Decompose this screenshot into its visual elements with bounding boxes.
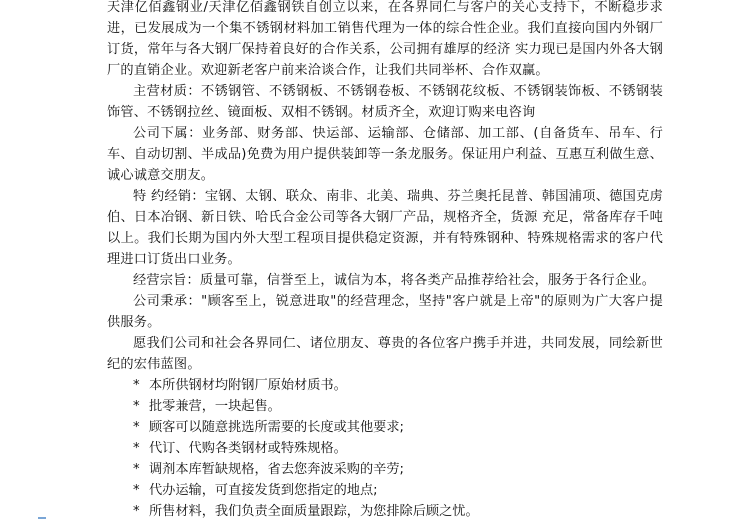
paragraph-wish: 愿我们公司和社会各界同仁、诸位朋友、尊贵的各位客户携手并进，共同发展，同绘新世纪的宏伟蓝图。 <box>107 336 663 372</box>
list-item <box>107 459 663 480</box>
list-item <box>107 480 663 501</box>
paragraph-company-principle: 公司秉承："顾客至上，锐意进取"的经营理念，坚持"客户就是上帝"的原则为广大客户提供服务。 <box>107 294 663 330</box>
list-item-text: 代订、代购各类钢材或特殊规格。 <box>149 441 347 456</box>
list-item <box>107 396 663 417</box>
paragraph-main-materials: 主营材质：不锈钢管、不锈钢板、不锈钢卷板、不锈钢花纹板、不锈钢装饰板、不锈钢装饰管、不锈钢拉丝、镜面板、双相不锈钢。材质齐全，欢迎订购来电咨询 <box>107 84 663 120</box>
list-item-text: 调剂本库暂缺规格，省去您奔波采购的辛劳; <box>149 462 405 477</box>
paragraph-departments: 公司下属：业务部、财务部、快运部、运输部、仓储部、加工部、(自备货车、吊车、行车、自动切割、半成品)免费为用户提供装卸等一条龙服务。保证用户利益、互惠互利做生意、诚心诚意交朋友。 <box>107 126 663 183</box>
list-item-text: 所售材料，我们负责全面质量跟踪，为您排除后顾之忧。 <box>149 504 479 519</box>
bullet-mark: * <box>133 483 140 498</box>
paragraph-business-purpose: 经营宗旨：质量可靠，信誉至上，诚信为本，将各类产品推荐给社会，服务于各行企业。 <box>133 273 656 288</box>
list-item-text: 批零兼营，一块起售。 <box>149 399 281 414</box>
list-item-text: 代办运输，可直接发货到您指定的地点; <box>149 483 378 498</box>
bullet-mark: * <box>133 441 140 456</box>
list-item-text: 本所供钢材均附钢厂原始材质书。 <box>149 378 347 393</box>
bullet-mark: * <box>133 420 140 435</box>
page-edge-marker <box>38 517 46 519</box>
list-item-text: 顾客可以随意挑选所需要的长度或其他要求; <box>149 420 405 435</box>
list-item <box>107 417 663 438</box>
list-item <box>107 438 663 459</box>
bullet-mark: * <box>133 378 140 393</box>
paragraph-distribution: 特 约经销：宝钢、太钢、联众、南非、北美、瑞典、芬兰奥托昆普、韩国浦项、德国克虏伯、日本冶钢、新日铁、哈氏合金公司等各大钢厂产品，规格齐全，货源 充足，常备库存千吨以上。我们长期为国内外大型工程项目提供稳定资源，并有特殊钢种、特殊规格需求的客户代理进口订货出口业务。 <box>107 189 663 267</box>
list-item <box>107 501 663 522</box>
service-list <box>107 375 663 522</box>
document-body <box>107 0 663 522</box>
bullet-mark: * <box>133 504 140 519</box>
bullet-mark: * <box>133 399 140 414</box>
list-item <box>107 375 663 396</box>
paragraph-intro: 天津亿佰鑫钢业/天津亿佰鑫钢铁自创立以来，在各界同仁与客户的关心支持下，不断稳步求进，已发展成为一个集不锈钢材料加工销售代理为一体的综合性企业。我们直接向国内外钢厂订货，常年与各大钢厂保持着良好的合作关系，公司拥有雄厚的经济 实力现已是国内外各大钢厂的直销企业。欢迎新老客户前来洽谈合作，让我们共同举杯、合作双赢。 <box>107 0 663 78</box>
bullet-mark: * <box>133 462 140 477</box>
